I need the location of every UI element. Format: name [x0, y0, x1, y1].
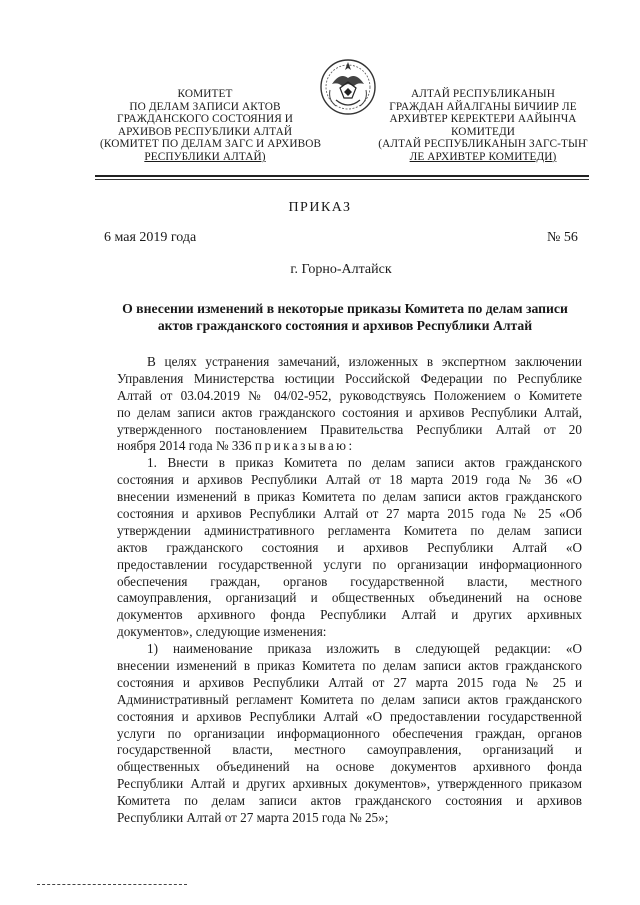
body-line: В целях устранения замечаний, изложенных в экспертном заключении [147, 354, 582, 369]
body-line: документов», следующие изменения: [117, 624, 327, 640]
body-line: государственной власти, местного самоуправления, организаций и [117, 742, 582, 758]
body-line: по делам записи актов гражданского состояния и архивов Республики Алтай, [117, 404, 582, 420]
body-line: внесении изменений в приказ Комитета по делам записи актов гражданского [117, 658, 582, 674]
body-line: состояния и архивов Республики Алтай «О предоставлении государственной [117, 708, 582, 724]
body-line: внесении изменений в приказ Комитета по делам записи актов гражданского [117, 489, 582, 505]
body-line: состояния и архивов Республики Алтай от 27 марта 2015 года № 25 «Об [117, 506, 582, 522]
body-line: Республики Алтай и других архивных документов», утвержденного приказом [117, 776, 582, 792]
document-date: 6 мая 2019 года [104, 230, 197, 245]
body-line: Административный регламент Комитета по делам записи актов гражданского [117, 691, 582, 707]
header-divider-thick [95, 175, 589, 177]
body-line: 1. Внести в приказ Комитета по делам записи актов гражданского [147, 455, 582, 471]
body-line: предоставлении государственной услуги по организации информационного [117, 556, 582, 572]
header-right-line: АРХИВТЕР КЕРЕКТЕРИ ААЙЫНЧА [389, 113, 577, 126]
body-line: утвержденного постановлением Правительства Республики Алтай от 20 [117, 421, 582, 437]
body-line: Комитета по делам записи актов гражданского состояния и архивов [117, 793, 582, 809]
body-line: состояния и архивов Республики Алтай от 18 марта 2019 года № 36 «О [117, 472, 582, 488]
header-left-line: (КОМИТЕТ ПО ДЕЛАМ ЗАГС И АРХИВОВ [100, 138, 322, 151]
document-title: ПРИКАЗ [288, 200, 352, 215]
header-left-block [100, 88, 322, 164]
coat-of-arms-emblem [318, 54, 378, 120]
body-line: актов гражданского состояния и архивов Республики Алтай «О [117, 539, 582, 555]
document-body [117, 354, 582, 827]
body-line: 1) наименование приказа изложить в следующей редакции: «О [147, 641, 582, 657]
header-left-line: ГРАЖДАНСКОГО СОСТОЯНИЯ И [116, 113, 294, 126]
subject-line: О внесении изменений в некоторые приказы Комитета по делам записи [122, 301, 568, 316]
subject-line: актов гражданского состояния и архивов Республики Алтай [157, 318, 533, 333]
header-right-line: ГРАЖДАН АЙАЛГАНЫ БИЧИИР ЛЕ [389, 100, 577, 113]
body-line: услуги по организации информационного обеспечения граждан, органов [117, 725, 582, 741]
body-line: состояния и архивов Республики Алтай от 27 марта 2015 года № 25 и [117, 674, 582, 690]
document-city: г. Горно-Алтайск [290, 262, 392, 277]
header-left-line: ПО ДЕЛАМ ЗАПИСИ АКТОВ [129, 100, 281, 113]
header-left-line: КОМИТЕТ [177, 88, 233, 100]
header-right-line: КОМИТЕДИ [450, 125, 516, 138]
header-right-line: (АЛТАЙ РЕСПУБЛИКАНЫН ЗАГС-ТЫҤ [378, 138, 588, 151]
body-line [117, 438, 582, 455]
header-divider-thin [95, 179, 589, 180]
body-line: Алтай от 03.04.2019 № 04/02-952, руководствуясь Положением о Комитете [117, 387, 582, 403]
body-line: Республики Алтай от 27 марта 2015 года № 25»; [117, 810, 389, 826]
body-line: утверждении административного регламента Комитета по делам записи [117, 522, 582, 538]
header-right-line: ЛЕ АРХИВТЕР КОМИТЕДИ) [409, 150, 557, 163]
header-right-line: АЛТАЙ РЕСПУБЛИКАНЫН [411, 88, 555, 100]
footnote-divider [37, 884, 187, 885]
body-line: общественных объединений на основе документов архивного фонда [117, 759, 582, 775]
body-line-text: ноября 2014 года № 336 [117, 438, 255, 454]
body-line: документов архивного фонда Республики Алтай и других архивных [117, 607, 582, 623]
header-left-line: РЕСПУБЛИКИ АЛТАЙ) [144, 150, 266, 163]
document-subject [117, 300, 573, 334]
body-line: Управления Министерства юстиции Российской Федерации по Республике [117, 370, 582, 386]
header-left-line: АРХИВОВ РЕСПУБЛИКИ АЛТАЙ [117, 125, 293, 138]
body-line: обеспечения граждан, органов государственной власти, местного [117, 573, 582, 589]
body-line: самоуправления, организаций и общественных объединений на основе [117, 590, 582, 606]
order-word: приказываю: [254, 438, 355, 454]
header-right-block [370, 88, 596, 164]
document-number: № 56 [547, 230, 578, 245]
